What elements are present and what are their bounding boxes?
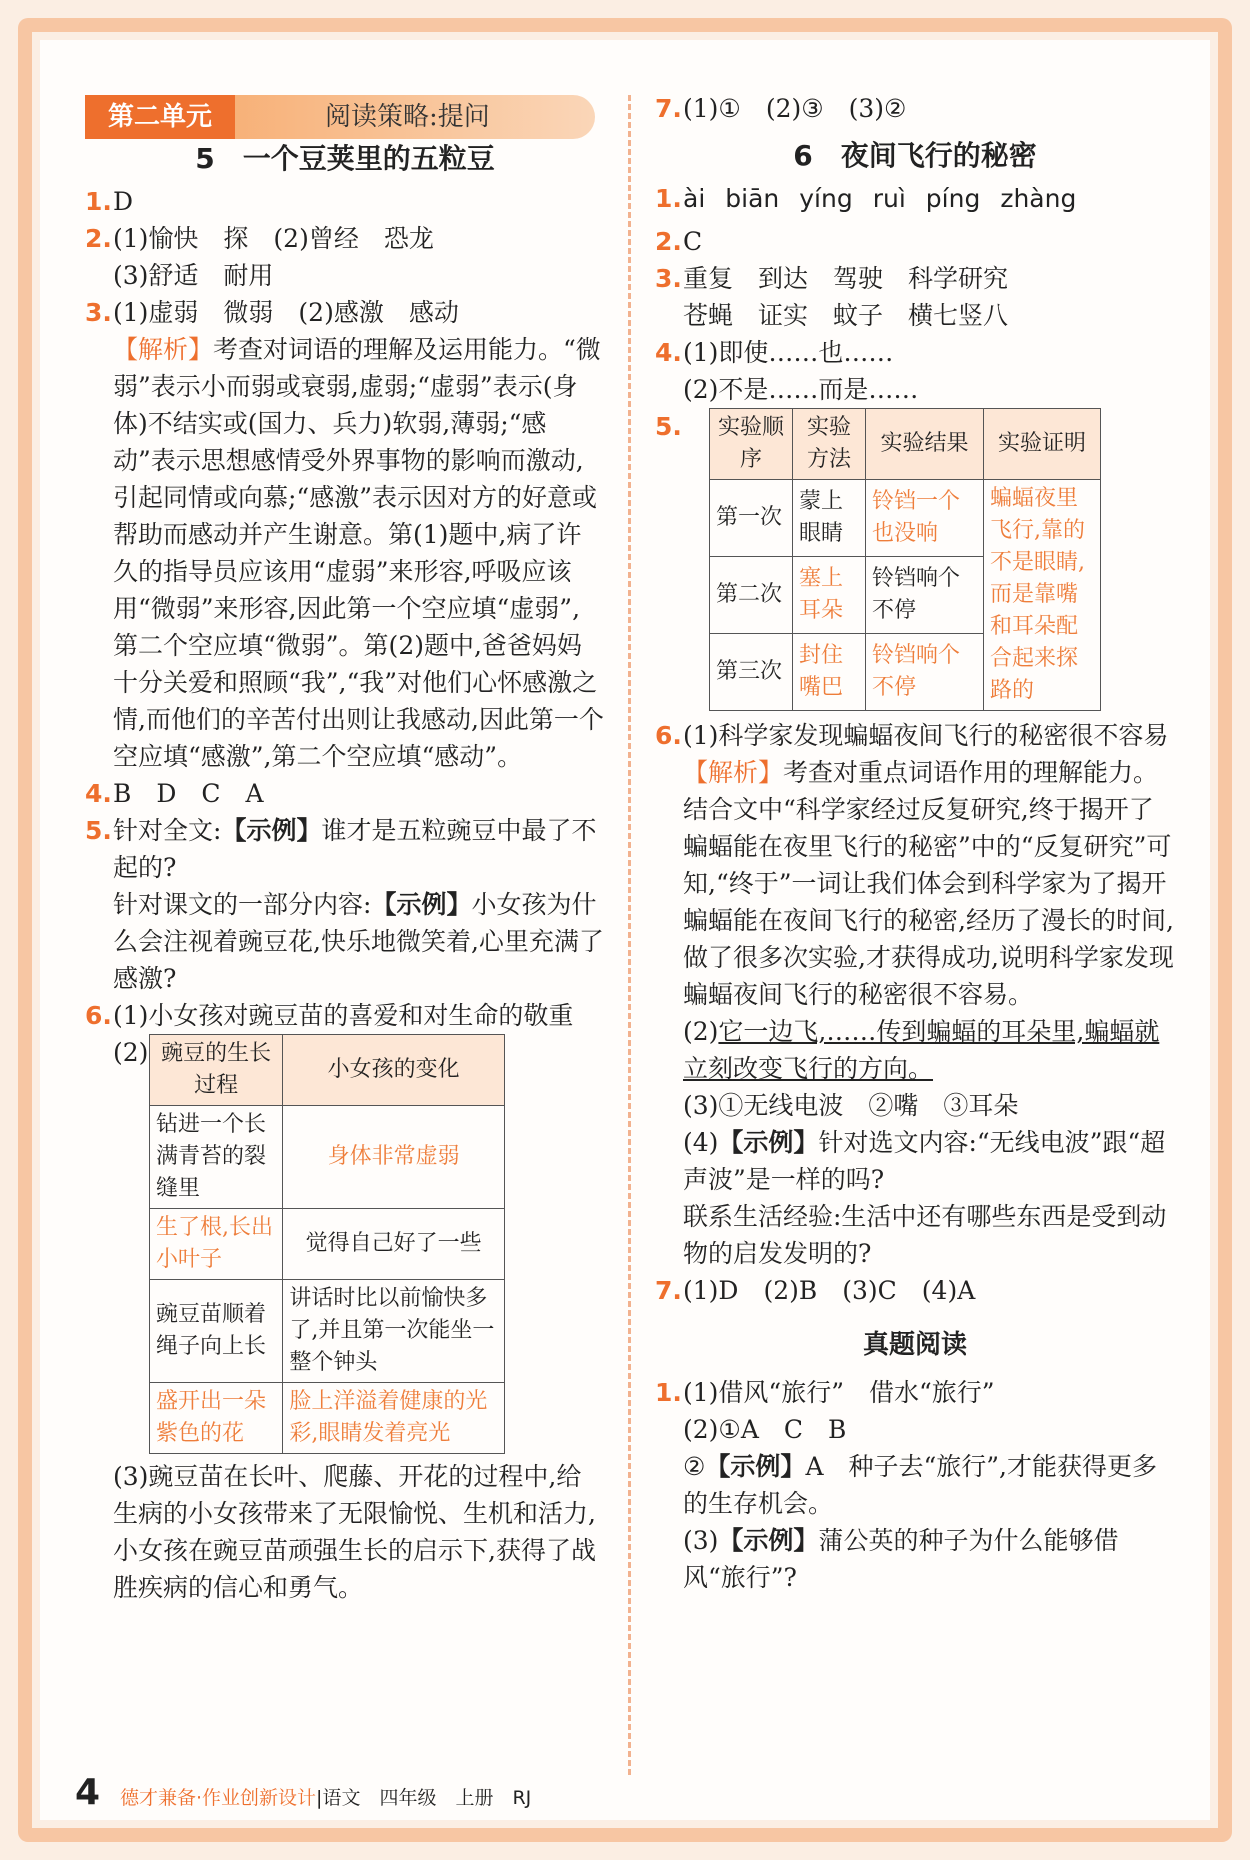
table-header: 实验方法 <box>793 409 866 480</box>
table-row <box>150 1383 505 1454</box>
answer-text: (3)舒适 耐用 <box>113 261 274 290</box>
pea-growth-table <box>149 1034 505 1454</box>
table-cell-answer: 脸上洋溢着健康的光彩,眼睛发着亮光 <box>283 1383 505 1454</box>
right-q6 <box>655 717 1175 1272</box>
table-header: 实验证明 <box>984 409 1101 480</box>
table-cell-answer: 蝙蝠夜里飞行,靠的不是眼睛,而是靠嘴和耳朵配合起来探路的 <box>984 480 1101 711</box>
right-q3 <box>655 260 1175 334</box>
answer-text <box>683 1522 1175 1596</box>
table-cell-answer: 封住嘴巴 <box>793 634 866 711</box>
question-number: 5. <box>85 816 112 845</box>
answer-text: B D C A <box>113 779 264 808</box>
answer-text: 小女孩为什么会注视着豌豆花,快乐地微笑着,心里充满了感激? <box>113 890 604 993</box>
table-row <box>150 1106 505 1209</box>
table-header: 实验结果 <box>866 409 984 480</box>
footer-text <box>120 1783 531 1810</box>
answer-text: (1)① (2)③ (3)② <box>683 94 907 123</box>
question-number: 3. <box>85 298 112 327</box>
question-number: 4. <box>655 338 682 367</box>
table-cell-answer: 生了根,长出小叶子 <box>150 1209 283 1280</box>
question-number: 1. <box>655 1378 682 1407</box>
question-number: 7. <box>655 94 682 123</box>
answer-text: 蒲公英的种子为什么能够借风“旅行”? <box>683 1526 1119 1592</box>
table-cell-answer: 塞上耳朵 <box>793 557 866 634</box>
pinyin: yíng <box>799 184 853 213</box>
pinyin: ruì <box>872 184 906 213</box>
right-q7 <box>655 1272 1175 1309</box>
question-number: 6. <box>655 721 682 750</box>
sub-label: (2) <box>113 1038 149 1067</box>
left-q6 <box>85 997 605 1606</box>
analysis <box>683 754 1175 1013</box>
table-cell: 觉得自己好了一些 <box>283 1209 505 1280</box>
analysis-text: 考查对词语的理解及运用能力。“微弱”表示小而弱或衰弱,虚弱;“虚弱”表示(身体)不结实或(国力、兵力)软弱,薄弱;“感动”表示思想感情受外界事物的影响而激动,引起同情或向慕;“感激”表示因对方的好意或帮助而感动并产生谢意。第(1)题中,病了许久的指导员应该用“虚弱”来形容,呼吸应该用“微弱”来形容,因此第一个空应填“虚弱”,第二个空应填“微弱”。第(2)题中,爸爸妈妈十分关爱和照顾“我”,“我”对他们心怀感激之情,而他们的辛苦付出则让我感动,因此第一个空应填“感激”,第二个空应填“感动”。 <box>113 335 604 771</box>
lesson-title-6: 6 夜间飞行的秘密 <box>793 139 1037 172</box>
prefix: 针对全文: <box>113 816 222 845</box>
unit-tag: 第二单元 <box>85 95 235 139</box>
answer-text: (2)不是……而是…… <box>683 375 919 404</box>
table-cell: 钻进一个长满青苔的裂缝里 <box>150 1106 283 1209</box>
column-divider <box>628 95 631 1775</box>
table-row <box>150 1280 505 1383</box>
prefix: 针对课文的一部分内容: <box>113 890 372 919</box>
answer-text <box>113 886 605 997</box>
question-number: 2. <box>655 227 682 256</box>
table-row <box>150 1209 505 1280</box>
pinyin: biān <box>725 184 780 213</box>
left-q4 <box>85 775 605 812</box>
right-q2 <box>655 223 1175 260</box>
right-q4 <box>655 334 1175 408</box>
question-number: 4. <box>85 779 112 808</box>
left-q5 <box>85 812 605 997</box>
answer-text: A 种子去“旅行”,才能获得更多的生存机会。 <box>683 1452 1158 1518</box>
answer-text: (3)豌豆苗在长叶、爬藤、开花的过程中,给生病的小女孩带来了无限愉悦、生机和活力,小女孩在豌豆苗顽强生长的启示下,获得了战胜疾病的信心和勇气。 <box>113 1462 596 1602</box>
prefix: (4) <box>683 1128 719 1157</box>
question-number: 7. <box>655 1276 682 1305</box>
example-tag: 【示例】 <box>718 1128 819 1157</box>
table-header: 实验顺序 <box>710 409 793 480</box>
page-number: 4 <box>75 1772 101 1813</box>
table-cell: 第三次 <box>710 634 793 711</box>
example-tag: 【示例】 <box>705 1452 806 1481</box>
question-number: 1. <box>85 187 112 216</box>
reading-q1 <box>655 1374 1175 1596</box>
table-row <box>710 480 1101 557</box>
table-cell: 讲话时比以前愉快多了,并且第一次能坐一整个钟头 <box>283 1280 505 1383</box>
example-tag: 【示例】 <box>221 816 322 845</box>
analysis-tag: 【解析】 <box>113 335 214 364</box>
answer-text: C <box>683 227 703 256</box>
table-header-row <box>150 1035 505 1106</box>
answer-text: 苍蝇 证实 蚊子 横七竖八 <box>683 301 1009 330</box>
left-column <box>85 130 605 1606</box>
question-number: 1. <box>655 184 682 213</box>
left-q3 <box>85 294 605 775</box>
left-q1 <box>85 183 605 220</box>
example-tag: 【示例】 <box>718 1526 819 1555</box>
quoted-sentence: 它一边飞,……传到蝙蝠的耳朵里,蝙蝠就立刻改变飞行的方向。 <box>683 1017 1160 1083</box>
footer-brand: 德才兼备·作业创新设计 <box>120 1787 317 1809</box>
answer-text: (1)D (2)B (3)C (4)A <box>683 1276 976 1305</box>
prefix: ② <box>683 1452 706 1481</box>
answer-text: (1)即使……也…… <box>683 338 894 367</box>
answer-text: (1)愉快 探 (2)曾经 恐龙 <box>113 224 434 253</box>
table-cell: 蒙上眼睛 <box>793 480 866 557</box>
table-cell-answer: 盛开出一朵紫色的花 <box>150 1383 283 1454</box>
answer-text: 谁才是五粒豌豆中最了不起的? <box>113 816 597 882</box>
answer-text: (1)借风“旅行” 借水“旅行” <box>683 1378 995 1407</box>
question-number: 5. <box>655 412 682 441</box>
prefix: (2) <box>683 1017 719 1046</box>
section-title: 真题阅读 <box>862 1330 967 1360</box>
answer-text: 针对选文内容:“无线电波”跟“超声波”是一样的吗? <box>683 1128 1166 1194</box>
right-q7-prev <box>655 90 1175 127</box>
table-cell: 豌豆苗顺着绳子向上长 <box>150 1280 283 1383</box>
right-q5 <box>655 408 1175 711</box>
table-cell: 铃铛响个不停 <box>866 557 984 634</box>
table-header-row <box>710 409 1101 480</box>
footer-info: |语文 四年级 上册 RJ <box>316 1787 532 1809</box>
left-q2 <box>85 220 605 294</box>
question-number: 2. <box>85 224 112 253</box>
analysis <box>113 331 605 775</box>
unit-strategy: 阅读策略:提问 <box>325 102 490 132</box>
prefix: (3) <box>683 1526 719 1555</box>
question-number: 6. <box>85 1001 112 1030</box>
table-cell: 第一次 <box>710 480 793 557</box>
answer-text: 联系生活经验:生活中还有哪些东西是受到动物的启发发明的? <box>683 1202 1167 1268</box>
answer-text <box>683 1124 1175 1198</box>
example-tag: 【示例】 <box>371 890 472 919</box>
lesson-title-5: 5 一个豆荚里的五粒豆 <box>195 142 495 175</box>
answer-text: (3)①无线电波 ②嘴 ③耳朵 <box>683 1091 1019 1120</box>
answer-text: (1)虚弱 微弱 (2)感激 感动 <box>113 298 459 327</box>
answer-text: (1)小女孩对豌豆苗的喜爱和对生命的敬重 <box>113 1001 574 1030</box>
table-cell-answer: 身体非常虚弱 <box>283 1106 505 1209</box>
table-header: 豌豆的生长过程 <box>150 1035 283 1106</box>
pinyin-row <box>683 180 1175 217</box>
analysis-tag: 【解析】 <box>683 758 784 787</box>
answer-text: 重复 到达 驾驶 科学研究 <box>683 264 1009 293</box>
right-q1 <box>655 180 1175 217</box>
answer-text: (1)科学家发现蝙蝠夜间飞行的秘密很不容易 <box>683 721 1169 750</box>
answer-text <box>683 1448 1175 1522</box>
analysis-text: 考查对重点词语作用的理解能力。结合文中“科学家经过反复研究,终于揭开了蝙蝠能在夜里飞行的秘密”中的“反复研究”可知,“终于”一词让我们体会到科学家为了揭开蝙蝠能在夜间飞行的秘密,经历了漫长的时间,做了很多次实验,才获得成功,说明科学家发现蝙蝠夜间飞行的秘密很不容易。 <box>683 758 1174 1009</box>
table-cell-answer: 铃铛一个也没响 <box>866 480 984 557</box>
right-column <box>655 90 1175 1596</box>
table-header: 小女孩的变化 <box>283 1035 505 1106</box>
question-number: 3. <box>655 264 682 293</box>
answer-text <box>113 812 605 886</box>
pinyin: zhàng <box>1000 184 1077 213</box>
table-cell: 第二次 <box>710 557 793 634</box>
answer-text: (2)①A C B <box>683 1415 847 1444</box>
bat-experiment-table <box>709 408 1101 711</box>
pinyin: píng <box>925 184 981 213</box>
table-cell-answer: 铃铛响个不停 <box>866 634 984 711</box>
pinyin: ài <box>683 184 706 213</box>
answer-text <box>683 1013 1175 1087</box>
answer-text: D <box>113 187 134 216</box>
